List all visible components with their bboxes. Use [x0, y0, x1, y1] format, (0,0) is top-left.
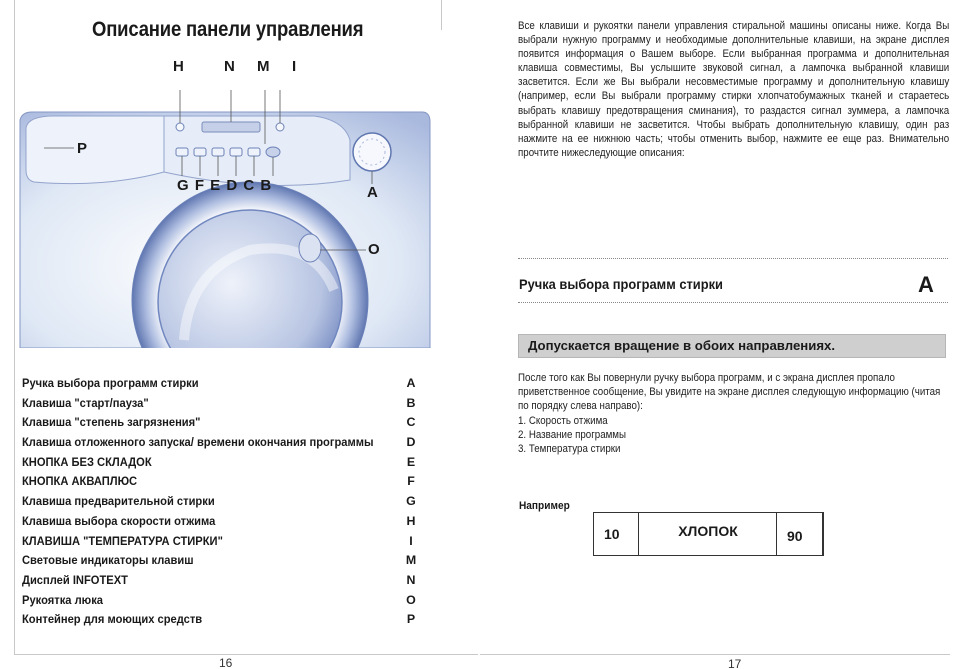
legend-label: Рукоятка люка	[22, 592, 103, 607]
legend-key: M	[405, 553, 417, 568]
divider-top	[518, 258, 948, 259]
legend-label: Дисплей INFOTEXT	[22, 572, 128, 587]
page-title: Описание панели управления	[92, 18, 364, 41]
legend-row	[22, 433, 422, 453]
legend-key: F	[407, 474, 415, 489]
legend-row	[22, 512, 422, 532]
legend-row	[22, 394, 422, 414]
aquaplus-button	[194, 148, 206, 156]
temperature-button	[276, 123, 284, 131]
legend-row	[22, 551, 422, 571]
info-item: 3. Температура стирки	[518, 443, 621, 455]
legend-key: P	[406, 612, 416, 627]
legend-row	[22, 492, 422, 512]
info-list	[518, 414, 635, 456]
label-o: O	[368, 241, 380, 258]
label-a: A	[367, 184, 378, 201]
legend-label: Контейнер для моющих средств	[22, 612, 203, 627]
display-program-name: ХЛОПОК	[638, 512, 778, 556]
example-label: Например	[519, 500, 570, 512]
legend-row	[22, 532, 422, 552]
legend-label: Клавиша "степень загрязнения"	[22, 415, 201, 430]
intro-paragraph: Все клавиши и рукоятки панели управления стиральной машины описаны ниже. Когда Вы выбрали нужную программу и необходимые дополнительные клавиши, на экране дисплея появится информация о Вашем выборе. Если выбранная программа и дополнительная клавиша совместимы, Вы услышите звуковой сигнал, а лампочка выбранной клавиши засветится. Если же Вы выбрали несовместимые программу и дополнительную клавишу (например, если Вы выбрали программу стирки хлопчатобумажных тканей и стараетесь выбрать клавишу предотвращения сминания), то раздастся сигнал зуммера, а лампочка выбранной клавиши не засветится. Чтобы выбрать дополнительную клавишу, один раз нажмите на ее нижнюю часть; чтобы отменить выбор, нажмите ее еще раз. Внимательно прочтите нижеследующие описания:	[518, 20, 950, 159]
legend-row	[22, 374, 422, 394]
prewash-button	[176, 148, 188, 156]
button-letters: G F E D C B	[177, 177, 272, 194]
page-border-bottom-right	[480, 654, 950, 655]
start-pause-button	[266, 147, 280, 157]
label-m: M	[257, 58, 270, 75]
legend-label: КНОПКА БЕЗ СКЛАДОК	[22, 454, 152, 469]
spin-speed-button	[176, 123, 184, 131]
legend-key: D	[406, 435, 416, 450]
page-number-left: 16	[219, 656, 233, 669]
example-display	[593, 512, 823, 556]
legend-key: C	[406, 415, 416, 430]
legend-label: Клавиша отложенного запуска/ времени окончания программы	[22, 435, 374, 450]
legend-key: I	[409, 533, 413, 548]
display-spin-speed: 10	[593, 512, 639, 556]
legend-label: Клавиша предварительной стирки	[22, 494, 215, 509]
legend-label: Клавиша выбора скорости отжима	[22, 513, 216, 528]
detergent-drawer	[26, 116, 164, 184]
page-number-right: 17	[728, 657, 742, 669]
legend-key: H	[406, 513, 416, 528]
section-title: Ручка выбора программ стирки	[519, 276, 723, 292]
washing-machine-illustration	[14, 90, 434, 348]
legend-label: Ручка выбора программ стирки	[22, 376, 199, 390]
label-i: I	[292, 58, 297, 75]
legend-label: КНОПКА АКВАПЛЮС	[22, 474, 138, 489]
note-box: Допускается вращение в обоих направлениях.	[518, 334, 946, 358]
section-letter: A	[918, 272, 934, 297]
infotext-display	[202, 122, 260, 132]
delay-button	[230, 148, 242, 156]
legend-row	[22, 413, 422, 433]
soil-level-button	[248, 148, 260, 156]
no-crease-button	[212, 148, 224, 156]
legend-key: B	[406, 395, 416, 410]
label-p: P	[77, 140, 88, 157]
legend-key: A	[406, 376, 416, 390]
label-h: H	[173, 58, 184, 75]
door-handle	[299, 234, 321, 262]
legend-label: КЛАВИША "ТЕМПЕРАТУРА СТИРКИ"	[22, 533, 223, 548]
legend-key: E	[406, 454, 416, 469]
legend-label: Клавиша "старт/пауза"	[22, 395, 149, 410]
legend-row	[22, 571, 422, 591]
legend-row	[22, 472, 422, 492]
after-paragraph: После того как Вы повернули ручку выбора программ, и с экрана дисплея пропало приветственное сообщение, Вы увидите на экране дисплея следующую информацию (читая по порядку слева направо):	[518, 372, 941, 412]
legend-row	[22, 591, 422, 611]
page-border-bottom-left	[14, 654, 478, 655]
after-text	[518, 371, 950, 413]
legend-key: N	[406, 572, 416, 587]
legend-key: O	[406, 592, 416, 607]
info-item: 1. Скорость отжима	[518, 415, 608, 427]
legend-key: G	[406, 494, 416, 509]
page-border-top-left	[441, 0, 442, 30]
divider-bottom	[518, 302, 948, 303]
legend-row	[22, 453, 422, 473]
display-temperature: 90	[776, 512, 824, 556]
label-n: N	[224, 58, 235, 75]
intro-text	[518, 19, 950, 160]
legend-row	[22, 610, 422, 630]
info-item: 2. Название программы	[518, 429, 627, 441]
legend-label: Световые индикаторы клавиш	[22, 553, 194, 568]
legend-list	[22, 374, 422, 630]
